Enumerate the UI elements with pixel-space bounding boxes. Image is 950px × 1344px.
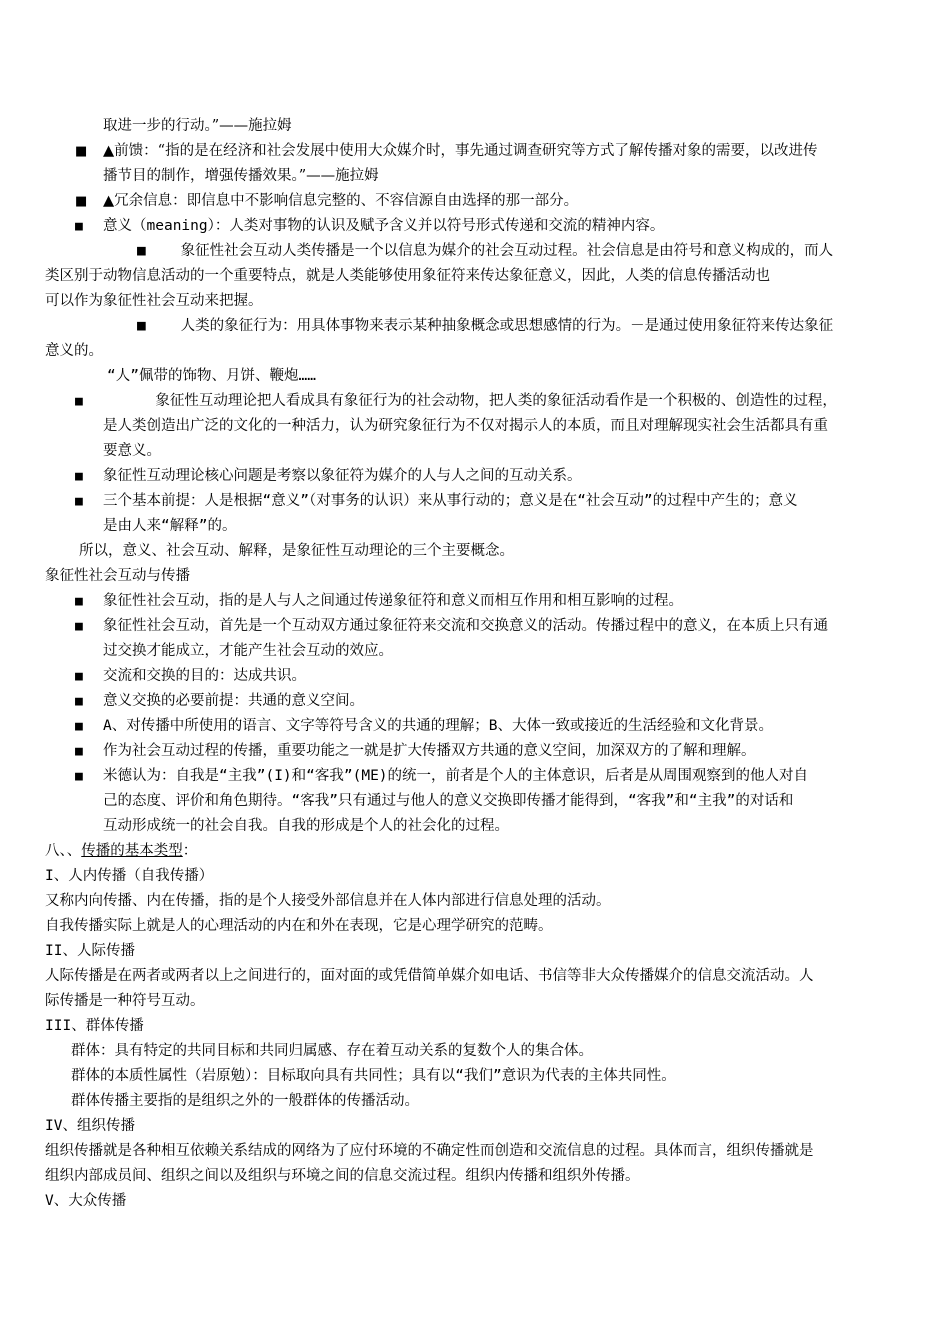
bullet-icon: ■: [75, 144, 88, 159]
heading-colon: ：: [182, 843, 198, 859]
subsection-heading: III、群体传播: [45, 1018, 144, 1034]
bullet-item: [45, 714, 935, 739]
section-heading: 象征性社会互动与传播: [45, 568, 190, 584]
bullet-icon: ■: [75, 744, 83, 759]
bullet-item: [45, 689, 935, 714]
text-line: 己的态度、评价和角色期待。“客我”只有通过与他人的意义交换即传播才能得到，“客我”和“主我”的对话和: [103, 793, 794, 809]
text-line: 取进一步的行动。”——施拉姆: [103, 118, 292, 134]
bullet-icon: ■: [75, 394, 83, 409]
text-line: 又称内向传播、内在传播，指的是个人接受外部信息并在人体内部进行信息处理的活动。: [45, 893, 611, 909]
subsection-heading: II、人际传播: [45, 943, 135, 959]
text-line: 象征性互动理论把人看成具有象征行为的社会动物，把人类的象征活动看作是一个积极的、创造性的过程，: [103, 393, 837, 409]
text-line: ▲冗余信息：即信息中不影响信息完整的、不容信源自由选择的那一部分。: [103, 193, 579, 209]
bullet-item: [45, 739, 935, 764]
text-line: 所以，意义、社会互动、解释，是象征性互动理论的三个主要概念。: [79, 543, 514, 559]
subsection-heading: IV、组织传播: [45, 1118, 135, 1134]
bullet-item: [45, 489, 935, 539]
text-line: 类区别于动物信息活动的一个重要特点，就是人类能够使用象征符来传达象征意义，因此，人类的信息传播活动也: [45, 268, 770, 284]
text-line: 群体传播主要指的是组织之外的一般群体的传播活动。: [71, 1093, 419, 1109]
bullet-icon: ■: [75, 194, 88, 209]
text-line: 互动形成统一的社会自我。自我的形成是个人的社会化的过程。: [103, 818, 509, 834]
bullet-item: [45, 139, 935, 189]
text-line: 群体：具有特定的共同目标和共同归属感、存在着互动关系的复数个人的集合体。: [71, 1043, 593, 1059]
bullet-item: [45, 664, 935, 689]
text-line: 意义（meaning）：人类对事物的认识及赋予含义并以符号形式传递和交流的精神内容。: [103, 218, 665, 234]
text-line: 象征性互动理论核心问题是考察以象征符为媒介的人与人之间的互动关系。: [103, 468, 582, 484]
bullet-icon: ■: [75, 494, 83, 509]
text-line: 三个基本前提：人是根据“意义”（对事务的认识）来从事行动的；意义是在“社会互动”的过程中产生的；意义: [103, 493, 798, 509]
section-heading-types: [45, 839, 935, 864]
text-line: 过交换才能成立，才能产生社会互动的效应。: [103, 643, 393, 659]
document-page: [45, 114, 935, 1214]
text-line: 际传播是一种符号互动。: [45, 993, 205, 1009]
text-line: “人”佩带的饰物、月饼、鞭炮……: [107, 368, 316, 384]
text-line: 组织内部成员间、组织之间以及组织与环境之间的信息交流过程。组织内传播和组织外传播。: [45, 1168, 640, 1184]
bullet-item: [45, 214, 935, 239]
heading-title: 传播的基本类型: [81, 843, 183, 859]
bullet-icon: ■: [75, 594, 83, 609]
bullet-icon: ■: [75, 694, 83, 709]
text-line: ■ 象征性社会互动人类传播是一个以信息为媒介的社会互动过程。社会信息是由符号和意义构成的，而人: [137, 243, 834, 259]
text-line: 可以作为象征性社会互动来把握。: [45, 293, 263, 309]
bullet-icon: ■: [75, 619, 83, 634]
heading-number: 八、、: [45, 843, 82, 859]
bullet-item: [45, 389, 935, 464]
bullet-item: [45, 614, 935, 664]
text-line: 人际传播是在两者或两者以上之间进行的，面对面的或凭借简单媒介如电话、书信等非大众传播媒介的信息交流活动。人: [45, 968, 814, 984]
text-line: 组织传播就是各种相互依赖关系结成的网络为了应付环境的不确定性而创造和交流信息的过程。具体而言，组织传播就是: [45, 1143, 814, 1159]
text-line: 群体的本质性属性（岩原勉）：目标取向具有共同性；具有以“我们”意识为代表的主体共同性。: [71, 1068, 676, 1084]
bullet-icon: ■: [75, 769, 83, 784]
bullet-item: [45, 464, 935, 489]
text-line: 象征性社会互动，指的是人与人之间通过传递象征符和意义而相互作用和相互影响的过程。: [103, 593, 683, 609]
text-line: 象征性社会互动，首先是一个互动双方通过象征符来交流和交换意义的活动。传播过程中的意义，在本质上只有通: [103, 618, 828, 634]
text-line: 意义交换的必要前提：共通的意义空间。: [103, 693, 364, 709]
text-line: 播节目的制作，增强传播效果。”——施拉姆: [103, 168, 379, 184]
text-line: 要意义。: [103, 443, 161, 459]
text-line: ■ 人类的象征行为：用具体事物来表示某种抽象概念或思想感情的行为。－是通过使用象征符来传达象征: [137, 318, 834, 334]
subsection-heading: I、人内传播（自我传播）: [45, 868, 214, 884]
bullet-icon: ■: [75, 669, 83, 684]
text-line: 是人类创造出广泛的文化的一种活力，认为研究象征行为不仅对揭示人的本质，而且对理解现实社会生活都具有重: [103, 418, 828, 434]
text-line: ▲前馈：“指的是在经济和社会发展中使用大众媒介时，事先通过调查研究等方式了解传播对象的需要，以改进传: [103, 143, 818, 159]
subsection-heading: V、大众传播: [45, 1193, 127, 1209]
bullet-icon: ■: [75, 719, 83, 734]
bullet-icon: ■: [75, 219, 83, 234]
text-line: 是由人来“解释”的。: [103, 518, 237, 534]
text-line: 交流和交换的目的：达成共识。: [103, 668, 306, 684]
text-line: 作为社会互动过程的传播，重要功能之一就是扩大传播双方共通的意义空间，加深双方的了解和理解。: [103, 743, 756, 759]
bullet-item: [45, 764, 935, 839]
bullet-icon: ■: [75, 469, 83, 484]
bullet-item: [45, 189, 935, 214]
bullet-item: [45, 589, 935, 614]
text-line: 意义的。: [45, 343, 103, 359]
text-line: 米德认为：自我是“主我”(I)和“客我”(ME)的统一，前者是个人的主体意识，后者是从周围观察到的他人对自: [103, 768, 809, 784]
text-line: A、对传播中所使用的语言、文字等符号含义的共通的理解；B、大体一致或接近的生活经验和文化背景。: [103, 718, 773, 734]
text-line: 自我传播实际上就是人的心理活动的内在和外在表现，它是心理学研究的范畴。: [45, 918, 553, 934]
